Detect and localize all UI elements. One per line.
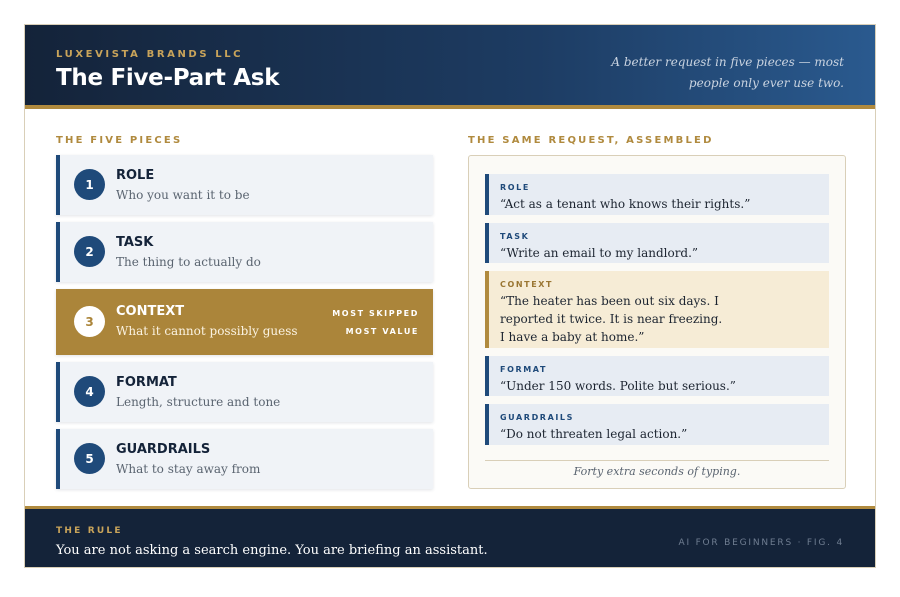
piece-description: What it cannot possibly guess bbox=[116, 324, 298, 338]
piece-task bbox=[56, 222, 433, 282]
assembled-row-role bbox=[485, 174, 829, 215]
row-line: reported it twice. It is near freezing. bbox=[500, 312, 723, 326]
piece-description: Length, structure and tone bbox=[116, 395, 281, 409]
footnote: Forty extra seconds of typing. bbox=[573, 465, 741, 478]
most-skipped-badge: MOST SKIPPED bbox=[332, 309, 419, 318]
infographic-card bbox=[24, 24, 876, 568]
brand-name: LUXEVISTA BRANDS LLC bbox=[56, 49, 244, 60]
row-line: “Do not threaten legal action.” bbox=[500, 427, 688, 441]
row-text bbox=[500, 377, 736, 395]
row-text bbox=[500, 425, 687, 443]
piece-name: FORMAT bbox=[116, 375, 177, 390]
row-label: GUARDRAILS bbox=[500, 413, 574, 422]
row-text bbox=[500, 244, 698, 262]
piece-number-badge: 1 bbox=[74, 169, 105, 200]
row-label: FORMAT bbox=[500, 365, 548, 374]
piece-name: ROLE bbox=[116, 168, 155, 183]
piece-number-badge: 5 bbox=[74, 443, 105, 474]
rule-label: THE RULE bbox=[56, 526, 123, 536]
row-line: I have a baby at home.” bbox=[500, 330, 645, 344]
header bbox=[25, 25, 876, 105]
row-text bbox=[500, 292, 722, 346]
row-text bbox=[500, 195, 750, 213]
most-value-badge: MOST VALUE bbox=[345, 327, 419, 336]
divider bbox=[485, 460, 829, 461]
assembled-request-panel bbox=[468, 155, 846, 489]
piece-role bbox=[56, 155, 433, 215]
piece-number-badge: 4 bbox=[74, 376, 105, 407]
piece-context bbox=[56, 289, 433, 355]
tagline: A better request in five pieces — most people only ever use two. bbox=[611, 55, 844, 90]
page-title: The Five-Part Ask bbox=[56, 65, 280, 91]
piece-number-badge: 2 bbox=[74, 236, 105, 267]
row-line: “The heater has been out six days. I bbox=[500, 294, 719, 308]
assembled-section-label: THE SAME REQUEST, ASSEMBLED bbox=[468, 135, 714, 146]
assembled-row-format bbox=[485, 356, 829, 396]
rule-text: You are not asking a search engine. You are briefing an assistant. bbox=[56, 543, 488, 558]
assembled-row-task bbox=[485, 223, 829, 263]
piece-description: Who you want it to be bbox=[116, 188, 250, 202]
piece-format bbox=[56, 362, 433, 422]
piece-name: CONTEXT bbox=[116, 304, 185, 319]
piece-description: The thing to actually do bbox=[116, 255, 261, 269]
row-label: TASK bbox=[500, 232, 530, 241]
footer bbox=[25, 509, 876, 568]
figure-label: AI FOR BEGINNERS · FIG. 4 bbox=[678, 538, 844, 548]
row-line: “Act as a tenant who knows their rights.” bbox=[500, 197, 751, 211]
piece-name: TASK bbox=[116, 235, 154, 250]
piece-name: GUARDRAILS bbox=[116, 442, 211, 457]
row-label: ROLE bbox=[500, 183, 530, 192]
row-line: “Under 150 words. Polite but serious.” bbox=[500, 379, 736, 393]
piece-guardrails bbox=[56, 429, 433, 489]
row-line: “Write an email to my landlord.” bbox=[500, 246, 699, 260]
header-accent-bar bbox=[25, 105, 876, 109]
assembled-row-context bbox=[485, 271, 829, 348]
row-label: CONTEXT bbox=[500, 280, 554, 289]
assembled-row-guardrails bbox=[485, 404, 829, 445]
pieces-section-label: THE FIVE PIECES bbox=[56, 135, 183, 146]
piece-description: What to stay away from bbox=[116, 462, 261, 476]
piece-number-badge: 3 bbox=[74, 306, 105, 337]
